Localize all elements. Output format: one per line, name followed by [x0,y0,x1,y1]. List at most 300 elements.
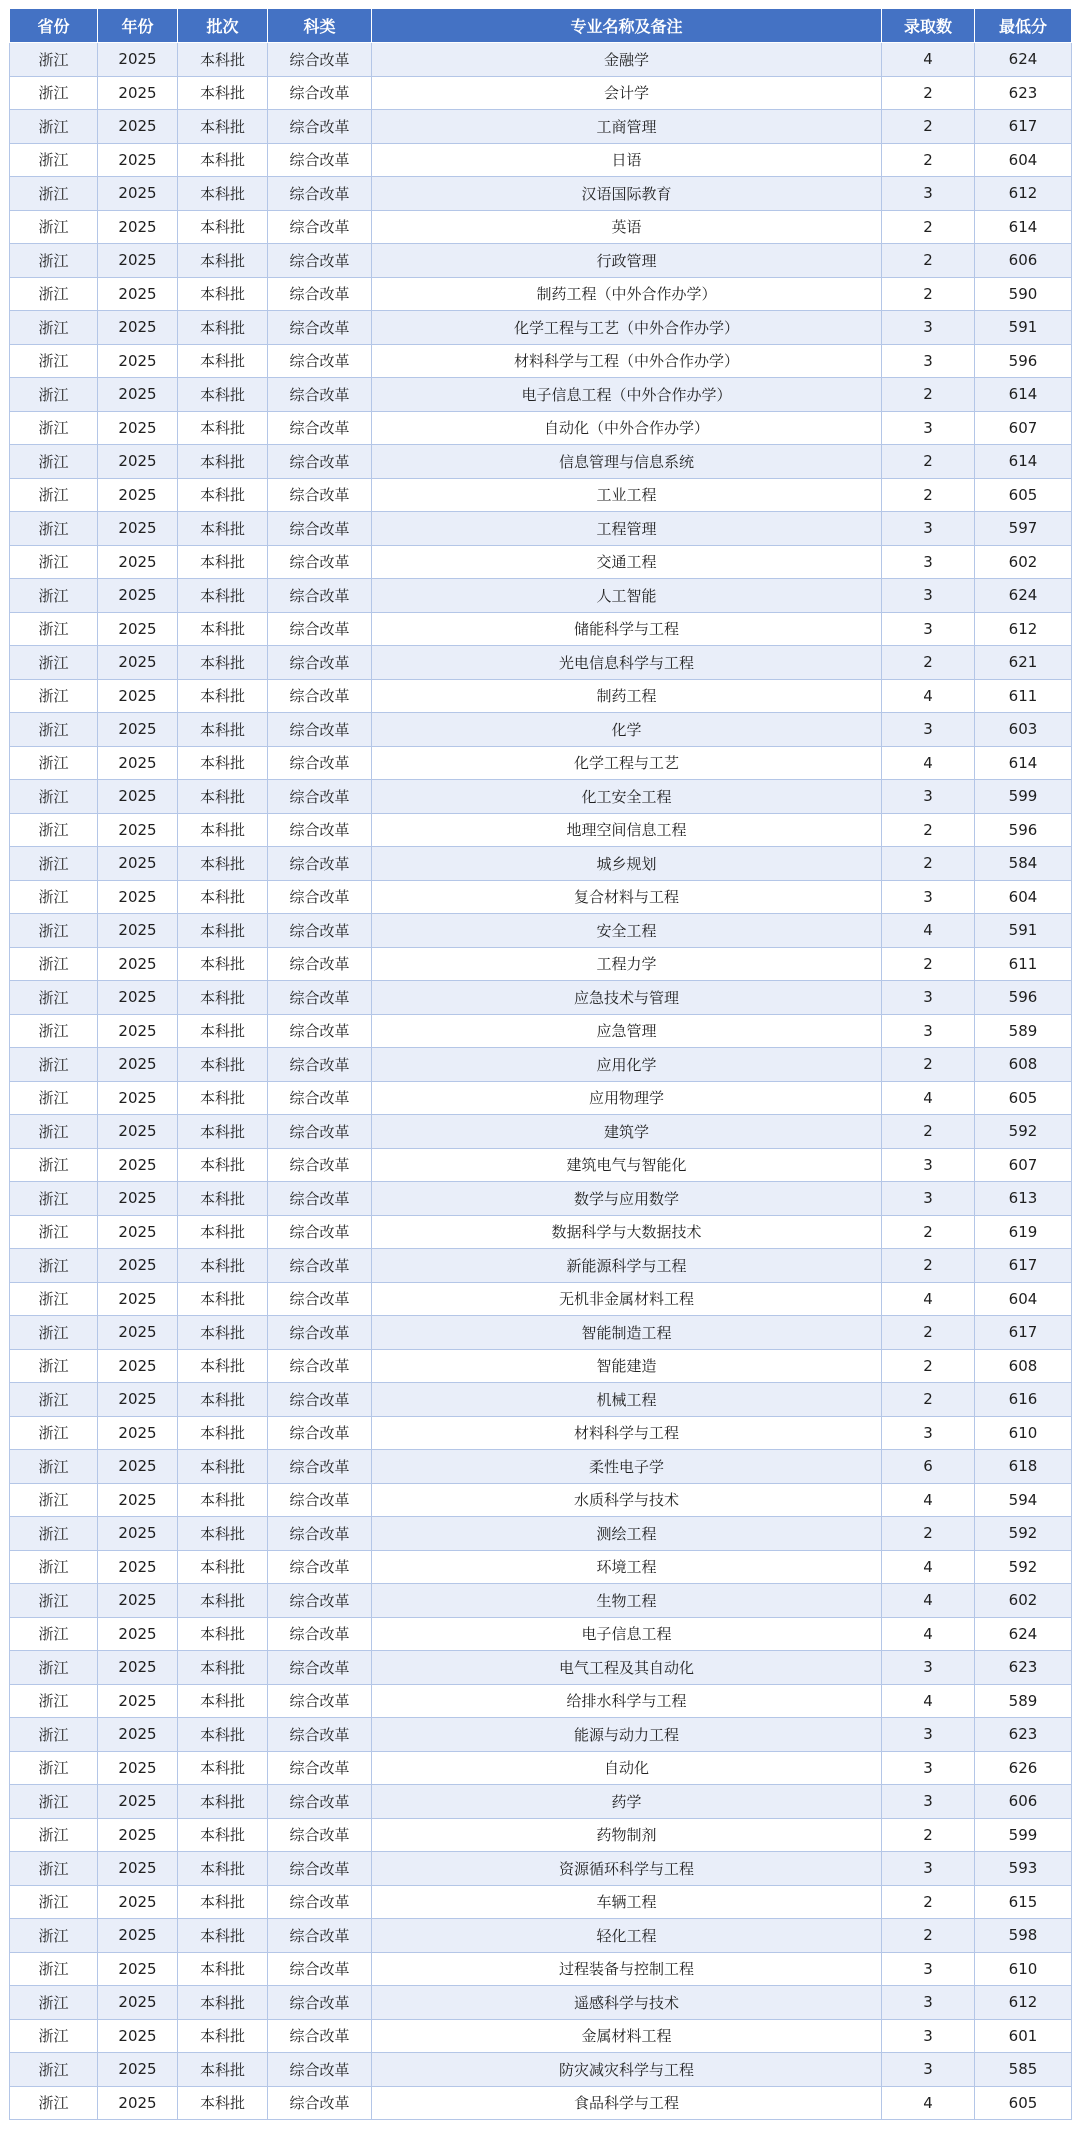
cell-province: 浙江 [10,1919,98,1953]
table-row [10,1249,1072,1283]
cell-year: 2025 [98,378,178,412]
cell-year: 2025 [98,110,178,144]
cell-admitted-count: 4 [882,679,975,713]
cell-category: 综合改革 [268,780,372,814]
cell-major: 测绘工程 [372,1517,882,1551]
cell-major: 无机非金属材料工程 [372,1282,882,1316]
cell-admitted-count: 3 [882,1751,975,1785]
cell-admitted-count: 2 [882,646,975,680]
cell-province: 浙江 [10,880,98,914]
cell-year: 2025 [98,1450,178,1484]
cell-province: 浙江 [10,1249,98,1283]
cell-major: 建筑学 [372,1115,882,1149]
cell-province: 浙江 [10,143,98,177]
cell-year: 2025 [98,612,178,646]
cell-min-score: 618 [975,1450,1072,1484]
cell-year: 2025 [98,746,178,780]
table-row [10,1148,1072,1182]
cell-major: 电子信息工程 [372,1617,882,1651]
cell-min-score: 613 [975,1182,1072,1216]
cell-province: 浙江 [10,1684,98,1718]
cell-province: 浙江 [10,1952,98,1986]
cell-major: 材料科学与工程（中外合作办学） [372,344,882,378]
cell-min-score: 604 [975,880,1072,914]
cell-year: 2025 [98,244,178,278]
cell-major: 储能科学与工程 [372,612,882,646]
cell-admitted-count: 2 [882,1048,975,1082]
cell-major: 人工智能 [372,579,882,613]
cell-batch: 本科批 [178,947,268,981]
cell-admitted-count: 3 [882,1852,975,1886]
table-row [10,1048,1072,1082]
cell-min-score: 624 [975,579,1072,613]
cell-batch: 本科批 [178,512,268,546]
cell-year: 2025 [98,2086,178,2120]
table-row [10,43,1072,77]
cell-major: 柔性电子学 [372,1450,882,1484]
cell-province: 浙江 [10,1048,98,1082]
cell-batch: 本科批 [178,880,268,914]
cell-admitted-count: 2 [882,1349,975,1383]
table-body [10,43,1072,2120]
cell-province: 浙江 [10,478,98,512]
cell-min-score: 603 [975,713,1072,747]
cell-category: 综合改革 [268,1617,372,1651]
cell-batch: 本科批 [178,1316,268,1350]
cell-category: 综合改革 [268,1818,372,1852]
cell-min-score: 626 [975,1751,1072,1785]
cell-province: 浙江 [10,1818,98,1852]
table-row [10,1517,1072,1551]
cell-category: 综合改革 [268,411,372,445]
cell-batch: 本科批 [178,445,268,479]
header-admitted-count: 录取数 [882,9,975,43]
cell-admitted-count: 2 [882,378,975,412]
cell-province: 浙江 [10,1383,98,1417]
cell-province: 浙江 [10,1718,98,1752]
cell-batch: 本科批 [178,2053,268,2087]
admission-table [9,8,1072,2120]
cell-major: 过程装备与控制工程 [372,1952,882,1986]
cell-category: 综合改革 [268,277,372,311]
cell-min-score: 590 [975,277,1072,311]
table-row [10,1651,1072,1685]
cell-major: 食品科学与工程 [372,2086,882,2120]
table-row [10,411,1072,445]
header-batch: 批次 [178,9,268,43]
cell-major: 会计学 [372,76,882,110]
cell-min-score: 585 [975,2053,1072,2087]
table-row [10,143,1072,177]
cell-year: 2025 [98,1215,178,1249]
cell-batch: 本科批 [178,1651,268,1685]
table-row [10,2086,1072,2120]
cell-batch: 本科批 [178,1818,268,1852]
cell-admitted-count: 3 [882,579,975,613]
cell-admitted-count: 3 [882,880,975,914]
cell-major: 机械工程 [372,1383,882,1417]
table-row [10,981,1072,1015]
table-row [10,1785,1072,1819]
cell-admitted-count: 3 [882,1416,975,1450]
cell-major: 交通工程 [372,545,882,579]
cell-province: 浙江 [10,512,98,546]
cell-min-score: 589 [975,1684,1072,1718]
cell-category: 综合改革 [268,1852,372,1886]
cell-admitted-count: 2 [882,947,975,981]
table-row [10,579,1072,613]
cell-min-score: 596 [975,813,1072,847]
cell-min-score: 610 [975,1952,1072,1986]
table-row [10,1852,1072,1886]
cell-major: 工程管理 [372,512,882,546]
table-row [10,545,1072,579]
cell-admitted-count: 2 [882,847,975,881]
header-category: 科类 [268,9,372,43]
cell-min-score: 598 [975,1919,1072,1953]
cell-min-score: 607 [975,411,1072,445]
cell-min-score: 612 [975,612,1072,646]
cell-province: 浙江 [10,1517,98,1551]
table-row [10,880,1072,914]
cell-major: 能源与动力工程 [372,1718,882,1752]
cell-category: 综合改革 [268,1550,372,1584]
cell-year: 2025 [98,545,178,579]
header-year: 年份 [98,9,178,43]
cell-admitted-count: 3 [882,344,975,378]
cell-batch: 本科批 [178,244,268,278]
cell-min-score: 602 [975,545,1072,579]
cell-year: 2025 [98,1517,178,1551]
cell-major: 地理空间信息工程 [372,813,882,847]
cell-year: 2025 [98,1383,178,1417]
cell-province: 浙江 [10,76,98,110]
cell-category: 综合改革 [268,1718,372,1752]
cell-year: 2025 [98,1684,178,1718]
cell-year: 2025 [98,1316,178,1350]
table-row [10,1014,1072,1048]
table-row [10,512,1072,546]
table-row [10,1818,1072,1852]
cell-major: 日语 [372,143,882,177]
cell-province: 浙江 [10,1651,98,1685]
cell-province: 浙江 [10,210,98,244]
cell-admitted-count: 3 [882,1148,975,1182]
cell-min-score: 623 [975,1718,1072,1752]
cell-admitted-count: 4 [882,1081,975,1115]
cell-province: 浙江 [10,1550,98,1584]
cell-province: 浙江 [10,1148,98,1182]
cell-batch: 本科批 [178,646,268,680]
cell-province: 浙江 [10,344,98,378]
table-row [10,1483,1072,1517]
cell-category: 综合改革 [268,378,372,412]
cell-category: 综合改革 [268,1584,372,1618]
cell-batch: 本科批 [178,1919,268,1953]
table-row [10,2019,1072,2053]
table-row [10,847,1072,881]
table-row [10,679,1072,713]
cell-batch: 本科批 [178,1986,268,2020]
cell-admitted-count: 6 [882,1450,975,1484]
cell-batch: 本科批 [178,43,268,77]
cell-batch: 本科批 [178,110,268,144]
cell-major: 数学与应用数学 [372,1182,882,1216]
cell-admitted-count: 3 [882,713,975,747]
cell-major: 行政管理 [372,244,882,278]
cell-category: 综合改革 [268,679,372,713]
cell-admitted-count: 2 [882,1383,975,1417]
cell-admitted-count: 2 [882,1249,975,1283]
cell-province: 浙江 [10,177,98,211]
cell-min-score: 604 [975,1282,1072,1316]
cell-year: 2025 [98,143,178,177]
table-row [10,378,1072,412]
cell-category: 综合改革 [268,981,372,1015]
cell-year: 2025 [98,1852,178,1886]
cell-major: 应急管理 [372,1014,882,1048]
table-row [10,344,1072,378]
cell-category: 综合改革 [268,143,372,177]
cell-major: 智能制造工程 [372,1316,882,1350]
cell-year: 2025 [98,1919,178,1953]
cell-year: 2025 [98,1785,178,1819]
cell-batch: 本科批 [178,1148,268,1182]
table-row [10,1718,1072,1752]
cell-province: 浙江 [10,43,98,77]
cell-major: 工业工程 [372,478,882,512]
cell-major: 药学 [372,1785,882,1819]
cell-admitted-count: 4 [882,2086,975,2120]
cell-province: 浙江 [10,914,98,948]
cell-min-score: 608 [975,1349,1072,1383]
cell-min-score: 614 [975,210,1072,244]
cell-batch: 本科批 [178,1014,268,1048]
cell-admitted-count: 2 [882,244,975,278]
cell-admitted-count: 2 [882,1919,975,1953]
cell-admitted-count: 3 [882,411,975,445]
cell-category: 综合改革 [268,1316,372,1350]
cell-batch: 本科批 [178,1081,268,1115]
cell-min-score: 584 [975,847,1072,881]
cell-min-score: 624 [975,1617,1072,1651]
cell-major: 金融学 [372,43,882,77]
cell-batch: 本科批 [178,612,268,646]
cell-province: 浙江 [10,1282,98,1316]
cell-category: 综合改革 [268,1483,372,1517]
cell-major: 给排水科学与工程 [372,1684,882,1718]
cell-year: 2025 [98,1182,178,1216]
cell-major: 电气工程及其自动化 [372,1651,882,1685]
cell-category: 综合改革 [268,1919,372,1953]
table-row [10,612,1072,646]
cell-min-score: 602 [975,1584,1072,1618]
cell-min-score: 589 [975,1014,1072,1048]
cell-year: 2025 [98,1282,178,1316]
cell-year: 2025 [98,277,178,311]
cell-min-score: 605 [975,1081,1072,1115]
cell-province: 浙江 [10,311,98,345]
cell-admitted-count: 3 [882,612,975,646]
cell-major: 制药工程（中外合作办学） [372,277,882,311]
table-row [10,1282,1072,1316]
table-row [10,1081,1072,1115]
cell-year: 2025 [98,512,178,546]
cell-province: 浙江 [10,244,98,278]
table-row [10,1584,1072,1618]
table-row [10,813,1072,847]
cell-batch: 本科批 [178,545,268,579]
cell-batch: 本科批 [178,411,268,445]
cell-admitted-count: 2 [882,1885,975,1919]
cell-province: 浙江 [10,1986,98,2020]
cell-admitted-count: 3 [882,2053,975,2087]
cell-category: 综合改革 [268,947,372,981]
cell-category: 综合改革 [268,1986,372,2020]
cell-category: 综合改革 [268,244,372,278]
cell-admitted-count: 2 [882,1517,975,1551]
cell-major: 遥感科学与技术 [372,1986,882,2020]
cell-admitted-count: 2 [882,478,975,512]
cell-major: 化学 [372,713,882,747]
cell-year: 2025 [98,2019,178,2053]
cell-year: 2025 [98,344,178,378]
cell-category: 综合改革 [268,344,372,378]
cell-admitted-count: 3 [882,1182,975,1216]
cell-major: 建筑电气与智能化 [372,1148,882,1182]
cell-batch: 本科批 [178,579,268,613]
cell-batch: 本科批 [178,1785,268,1819]
cell-category: 综合改革 [268,2019,372,2053]
cell-year: 2025 [98,1651,178,1685]
cell-province: 浙江 [10,2019,98,2053]
cell-year: 2025 [98,1751,178,1785]
table-row [10,713,1072,747]
cell-category: 综合改革 [268,110,372,144]
cell-min-score: 597 [975,512,1072,546]
cell-min-score: 614 [975,378,1072,412]
cell-year: 2025 [98,914,178,948]
cell-province: 浙江 [10,612,98,646]
cell-admitted-count: 4 [882,746,975,780]
cell-admitted-count: 3 [882,1014,975,1048]
table-row [10,1383,1072,1417]
cell-batch: 本科批 [178,1416,268,1450]
cell-batch: 本科批 [178,713,268,747]
cell-province: 浙江 [10,545,98,579]
cell-category: 综合改革 [268,713,372,747]
cell-admitted-count: 2 [882,110,975,144]
cell-major: 水质科学与技术 [372,1483,882,1517]
cell-year: 2025 [98,411,178,445]
table-row [10,244,1072,278]
cell-year: 2025 [98,1617,178,1651]
cell-year: 2025 [98,445,178,479]
cell-admitted-count: 2 [882,143,975,177]
cell-min-score: 599 [975,1818,1072,1852]
header-province: 省份 [10,9,98,43]
cell-batch: 本科批 [178,1282,268,1316]
cell-province: 浙江 [10,1316,98,1350]
cell-min-score: 624 [975,43,1072,77]
cell-province: 浙江 [10,1751,98,1785]
cell-major: 安全工程 [372,914,882,948]
table-row [10,947,1072,981]
cell-province: 浙江 [10,1182,98,1216]
table-row [10,311,1072,345]
cell-province: 浙江 [10,2086,98,2120]
cell-major: 生物工程 [372,1584,882,1618]
admission-table-container [9,8,1071,2120]
cell-admitted-count: 4 [882,1550,975,1584]
cell-year: 2025 [98,1952,178,1986]
cell-major: 英语 [372,210,882,244]
cell-province: 浙江 [10,579,98,613]
cell-year: 2025 [98,1550,178,1584]
cell-min-score: 608 [975,1048,1072,1082]
cell-batch: 本科批 [178,679,268,713]
cell-min-score: 611 [975,679,1072,713]
cell-year: 2025 [98,847,178,881]
cell-year: 2025 [98,177,178,211]
cell-major: 制药工程 [372,679,882,713]
table-row [10,780,1072,814]
cell-min-score: 623 [975,1651,1072,1685]
cell-year: 2025 [98,1718,178,1752]
cell-year: 2025 [98,947,178,981]
table-row [10,1349,1072,1383]
cell-category: 综合改革 [268,1416,372,1450]
cell-province: 浙江 [10,1416,98,1450]
cell-province: 浙江 [10,1617,98,1651]
cell-province: 浙江 [10,1215,98,1249]
cell-category: 综合改革 [268,847,372,881]
cell-min-score: 616 [975,1383,1072,1417]
cell-admitted-count: 2 [882,210,975,244]
table-row [10,1952,1072,1986]
cell-min-score: 619 [975,1215,1072,1249]
cell-province: 浙江 [10,713,98,747]
cell-category: 综合改革 [268,210,372,244]
cell-category: 综合改革 [268,445,372,479]
cell-year: 2025 [98,1115,178,1149]
cell-admitted-count: 3 [882,311,975,345]
cell-major: 工商管理 [372,110,882,144]
cell-min-score: 610 [975,1416,1072,1450]
cell-province: 浙江 [10,780,98,814]
cell-category: 综合改革 [268,1785,372,1819]
cell-category: 综合改革 [268,579,372,613]
cell-min-score: 612 [975,1986,1072,2020]
cell-major: 智能建造 [372,1349,882,1383]
cell-province: 浙江 [10,813,98,847]
cell-year: 2025 [98,1416,178,1450]
cell-year: 2025 [98,1986,178,2020]
cell-min-score: 599 [975,780,1072,814]
cell-admitted-count: 2 [882,76,975,110]
cell-year: 2025 [98,1483,178,1517]
cell-min-score: 614 [975,445,1072,479]
cell-category: 综合改革 [268,746,372,780]
cell-admitted-count: 3 [882,981,975,1015]
cell-admitted-count: 4 [882,1282,975,1316]
cell-category: 综合改革 [268,1751,372,1785]
cell-year: 2025 [98,1818,178,1852]
cell-admitted-count: 4 [882,1684,975,1718]
cell-province: 浙江 [10,1785,98,1819]
cell-category: 综合改革 [268,1349,372,1383]
cell-min-score: 606 [975,244,1072,278]
